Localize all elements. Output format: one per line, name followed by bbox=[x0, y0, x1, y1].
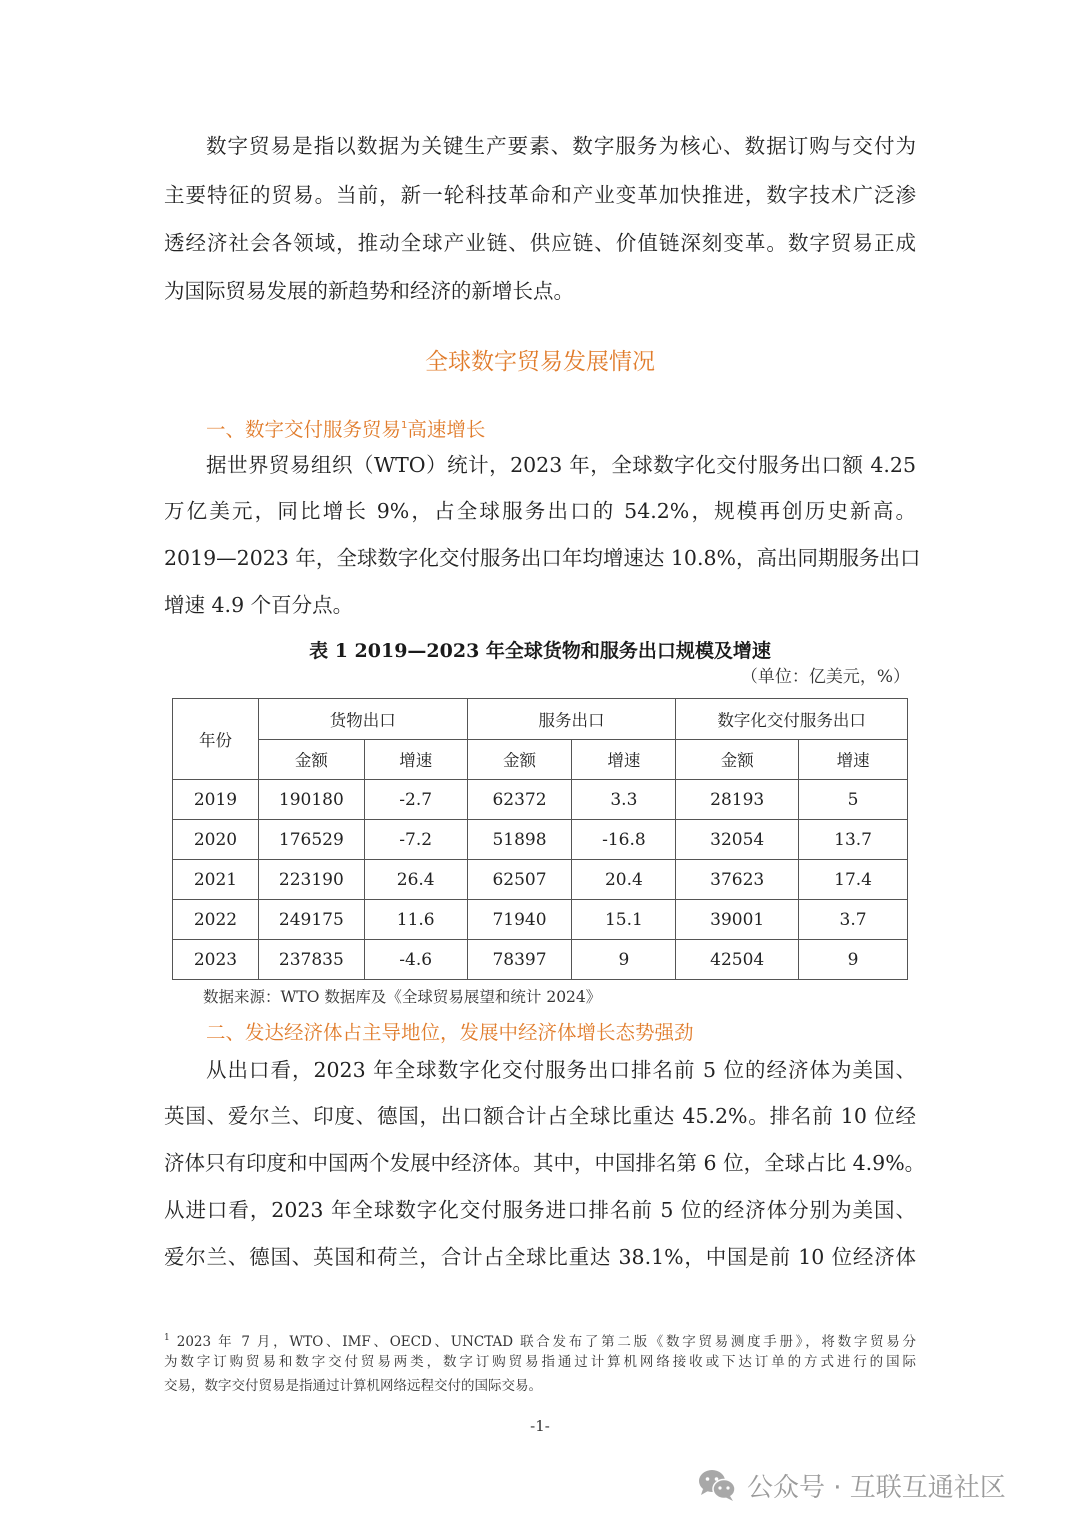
table-caption: 表 1 2019—2023 年全球货物和服务出口规模及增速 bbox=[309, 640, 771, 662]
footnote-text: 2023 年 7 月，WTO、IMF、OECD、UNCTAD 联合发布了第二版《数字贸易测度手册》，将数字贸易分 bbox=[176, 1334, 917, 1350]
table-row bbox=[173, 860, 908, 900]
cell-services-growth: 3.3 bbox=[572, 780, 676, 820]
cell-year: 2019 bbox=[173, 780, 259, 820]
cell-year: 2020 bbox=[173, 820, 259, 860]
cell-year: 2022 bbox=[173, 900, 259, 940]
cell-digital-growth: 5 bbox=[799, 780, 908, 820]
table-subheader-row bbox=[173, 739, 908, 780]
text-line: 增速 4.9 个百分点。 bbox=[164, 593, 354, 617]
cell-services-amount: 51898 bbox=[467, 820, 572, 860]
cell-goods-amount: 176529 bbox=[258, 820, 364, 860]
cell-goods-amount: 223190 bbox=[258, 860, 364, 900]
text-line: 数字贸易是指以数据为关键生产要素、数字服务为核心、数据订购与交付为 bbox=[206, 134, 916, 158]
cell-services-growth: -16.8 bbox=[572, 820, 676, 860]
cell-services-amount: 62372 bbox=[467, 780, 572, 820]
subheader-amount: 金额 bbox=[258, 739, 364, 780]
table-row bbox=[173, 940, 908, 980]
cell-digital-amount: 42504 bbox=[676, 940, 799, 980]
wechat-icon bbox=[697, 1468, 737, 1502]
cell-year: 2023 bbox=[173, 940, 259, 980]
table-row bbox=[173, 780, 908, 820]
cell-goods-amount: 237835 bbox=[258, 940, 364, 980]
header-group: 服务出口 bbox=[467, 699, 676, 740]
cell-services-amount: 78397 bbox=[467, 940, 572, 980]
heading-1-text: 一、数字交付服务贸易 bbox=[206, 418, 402, 441]
text-line: 从出口看，2023 年全球数字化交付服务出口排名前 5 位的经济体为美国、 bbox=[206, 1058, 916, 1082]
cell-services-amount: 62507 bbox=[467, 860, 572, 900]
header-group: 货物出口 bbox=[258, 699, 467, 740]
cell-goods-growth: -2.7 bbox=[364, 780, 467, 820]
watermark bbox=[697, 1465, 1006, 1505]
cell-goods-growth: 11.6 bbox=[364, 900, 467, 940]
text-line: 万亿美元，同比增长 9%，占全球服务出口的 54.2%，规模再创历史新高。 bbox=[164, 499, 916, 523]
footnote-line: 为数字订购贸易和数字交付贸易两类，数字订购贸易指通过计算机网络接收或下达订单的方式进行的国际 bbox=[164, 1354, 916, 1370]
cell-digital-growth: 9 bbox=[799, 940, 908, 980]
cell-goods-growth: -7.2 bbox=[364, 820, 467, 860]
cell-year: 2021 bbox=[173, 860, 259, 900]
footnote-line bbox=[164, 1327, 916, 1353]
cell-services-growth: 15.1 bbox=[572, 900, 676, 940]
page-number: -1- bbox=[530, 1417, 550, 1435]
subheader-amount: 金额 bbox=[676, 739, 799, 780]
text-line: 据世界贸易组织（WTO）统计，2023 年，全球数字化交付服务出口额 4.25 bbox=[206, 453, 916, 477]
footnote-marker: 1 bbox=[164, 1333, 170, 1343]
heading-1-text-end: 高速增长 bbox=[407, 418, 486, 441]
cell-services-growth: 20.4 bbox=[572, 860, 676, 900]
cell-services-amount: 71940 bbox=[467, 900, 572, 940]
header-year: 年份 bbox=[173, 699, 259, 780]
footnote-line: 交易，数字交付贸易是指通过计算机网络远程交付的国际交易。 bbox=[164, 1378, 542, 1394]
section-title: 全球数字贸易发展情况 bbox=[425, 349, 655, 375]
cell-goods-amount: 249175 bbox=[258, 900, 364, 940]
footnote-ref: 1 bbox=[401, 420, 408, 431]
cell-goods-growth: -4.6 bbox=[364, 940, 467, 980]
cell-goods-growth: 26.4 bbox=[364, 860, 467, 900]
header-group: 数字化交付服务出口 bbox=[676, 699, 908, 740]
text-line: 济体只有印度和中国两个发展中经济体。其中，中国排名第 6 位，全球占比 4.9%。 bbox=[164, 1151, 926, 1175]
export-table bbox=[172, 698, 908, 980]
text-line: 透经济社会各领域，推动全球产业链、供应链、价值链深刻变革。数字贸易正成 bbox=[164, 231, 916, 255]
cell-digital-amount: 37623 bbox=[676, 860, 799, 900]
table-row bbox=[173, 820, 908, 860]
subheader-growth: 增速 bbox=[364, 739, 467, 780]
heading-1 bbox=[206, 412, 485, 444]
text-line: 爱尔兰、德国、英国和荷兰，合计占全球比重达 38.1%，中国是前 10 位经济体 bbox=[164, 1245, 916, 1269]
table-source: 数据来源：WTO 数据库及《全球贸易展望和统计 2024》 bbox=[203, 988, 602, 1006]
text-line: 2019—2023 年，全球数字化交付服务出口年均增速达 10.8%，高出同期服务出口 bbox=[164, 546, 921, 570]
cell-services-growth: 9 bbox=[572, 940, 676, 980]
cell-digital-amount: 39001 bbox=[676, 900, 799, 940]
cell-digital-amount: 28193 bbox=[676, 780, 799, 820]
text-line: 为国际贸易发展的新趋势和经济的新增长点。 bbox=[164, 279, 574, 303]
cell-digital-growth: 13.7 bbox=[799, 820, 908, 860]
text-line: 英国、爱尔兰、印度、德国，出口额合计占全球比重达 45.2%。排名前 10 位经 bbox=[164, 1104, 916, 1128]
subheader-growth: 增速 bbox=[572, 739, 676, 780]
heading-2: 二、发达经济体占主导地位，发展中经济体增长态势强劲 bbox=[206, 1021, 694, 1044]
cell-digital-growth: 17.4 bbox=[799, 860, 908, 900]
text-line: 从进口看，2023 年全球数字化交付服务进口排名前 5 位的经济体分别为美国、 bbox=[164, 1198, 916, 1222]
cell-goods-amount: 190180 bbox=[258, 780, 364, 820]
subheader-amount: 金额 bbox=[467, 739, 572, 780]
table-row bbox=[173, 900, 908, 940]
subheader-growth: 增速 bbox=[799, 739, 908, 780]
watermark-text: 公众号 · 互联互通社区 bbox=[747, 1472, 1006, 1503]
cell-digital-growth: 3.7 bbox=[799, 900, 908, 940]
cell-digital-amount: 32054 bbox=[676, 820, 799, 860]
text-line: 主要特征的贸易。当前，新一轮科技革命和产业变革加快推进，数字技术广泛渗 bbox=[164, 183, 916, 207]
table-unit: （单位：亿美元，%） bbox=[740, 667, 910, 687]
table-header-row bbox=[173, 699, 908, 740]
